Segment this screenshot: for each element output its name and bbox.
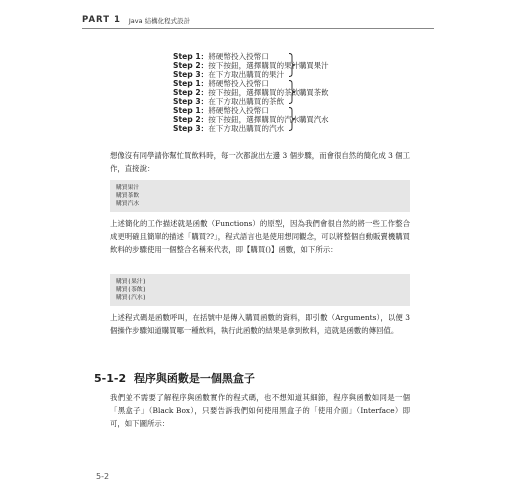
code-line: 購買(果汁) bbox=[116, 279, 147, 285]
running-header bbox=[82, 13, 434, 27]
paragraph-functions: 上述簡化的工作描述就是函數（Functions）的原型，因為我們會很自然的將一些工作整合成更明確且簡單的描述「購買??」，程式語言也是使用想同觀念，可以將整個自動販賣機購買飲料的步驟使用一個整合名稱來代表，即【購買()】函數，如下所示： bbox=[110, 219, 410, 254]
group-label: 購買果汁 bbox=[299, 61, 329, 70]
step-line: Step 3：在下方取出購買的果汁 bbox=[173, 70, 285, 79]
step-line: Step 3：在下方取出購買的茶飲 bbox=[173, 97, 285, 106]
brace-icon bbox=[289, 107, 295, 131]
section-title-text: 程序與函數是一個黑盒子 bbox=[133, 372, 255, 385]
step-line: Step 2：按下按鈕，選擇購買的果汁 bbox=[173, 61, 300, 70]
step-line: Step 3：在下方取出購買的汽水 bbox=[173, 124, 285, 133]
step-group-juice bbox=[173, 52, 403, 79]
step-line: Step 2：按下按鈕，選擇購買的茶飲 bbox=[173, 88, 300, 97]
section-number: 5-1-2 bbox=[94, 372, 127, 385]
step-line: Step 1：將硬幣投入投幣口 bbox=[173, 79, 269, 88]
page-number: 5-2 bbox=[96, 472, 110, 481]
step-group-tea bbox=[173, 79, 403, 106]
group-label: 購買汽水 bbox=[299, 115, 329, 124]
code-line: 購買果汁 bbox=[116, 185, 140, 191]
paragraph-intro: 想像沒有同學請你幫忙買飲料時，每一次都說出左邊 3 個步驟，而會很自然的簡化成 3 個工作，直接說： bbox=[110, 151, 410, 173]
group-label: 購買茶飲 bbox=[299, 88, 329, 97]
steps-diagram bbox=[173, 52, 403, 133]
step-line: Step 1：將硬幣投入投幣口 bbox=[173, 52, 269, 61]
code-line: 購買(茶飲) bbox=[116, 287, 147, 293]
paragraph-arguments: 上述程式碼是函數呼叫，在括號中是傳入購買函數的資料，即引數（Arguments），以便 3 個操作步驟知道購買哪一種飲料，執行此函數的結果是拿到飲料，這就是函數的傳回值。 bbox=[110, 313, 410, 335]
code-line: 購買茶飲 bbox=[116, 193, 140, 199]
code-block-1 bbox=[110, 180, 410, 212]
brace-icon bbox=[289, 80, 295, 104]
chapter-title: Java 結構化程式設計 bbox=[128, 16, 191, 25]
header-rule bbox=[82, 28, 434, 29]
code-line: 購買汽水 bbox=[116, 201, 140, 207]
paragraph-blackbox: 我們並不需要了解程序與函數實作的程式碼，也不想知道其細節，程序與函數如同是一個「黑盒子」（Black Box），只要告訴我們如何使用黑盒子的「使用介面」（Interface）即可，如下圖所示： bbox=[110, 393, 410, 428]
part-label: PART 1 bbox=[82, 15, 121, 25]
step-line: Step 2：按下按鈕，選擇購買的汽水 bbox=[173, 115, 300, 124]
step-group-soda bbox=[173, 106, 403, 133]
section-heading bbox=[94, 370, 255, 386]
step-line: Step 1：將硬幣投入投幣口 bbox=[173, 106, 269, 115]
brace-icon bbox=[289, 53, 295, 77]
code-block-2 bbox=[110, 274, 410, 306]
code-line: 購買(汽水) bbox=[116, 295, 147, 301]
